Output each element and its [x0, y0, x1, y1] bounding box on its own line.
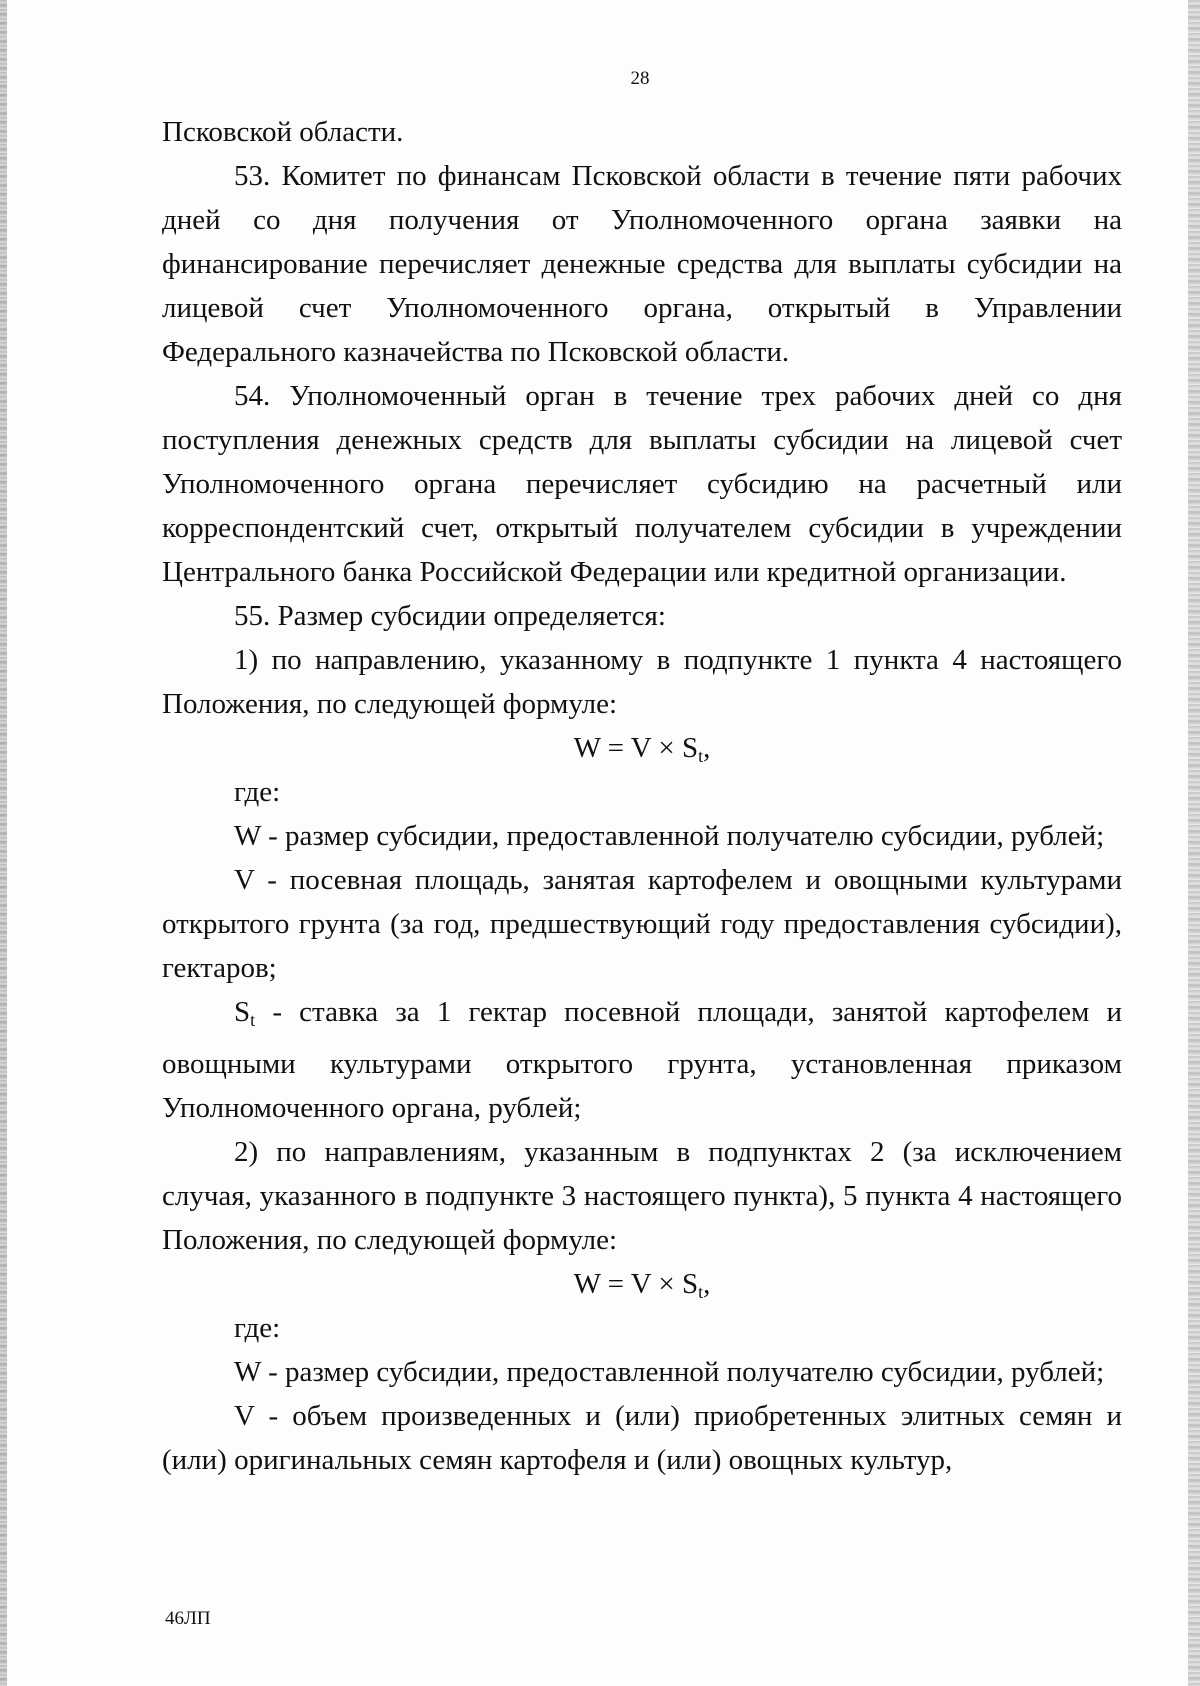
page-number: 28 — [630, 68, 650, 89]
subitem-1: 1) по направлению, указанному в подпункте 1 пункта 4 настоящего Положения, по следующей формуле: — [162, 644, 1122, 720]
formula-2-subscript: t — [698, 1282, 704, 1302]
formula-2-tail: , — [703, 1268, 711, 1300]
paragraph-53: 53. Комитет по финансам Псковской области в течение пяти рабочих дней со дня получения от Уполномоченного органа заявки на финансирование перечисляет денежные средства для выплаты субсидии на лицевой счет Уполномоченного органа, открытый в Управлении Федерального казначейства по Псковской области. — [162, 160, 1122, 368]
formula-1-tail: , — [703, 732, 711, 764]
st-symbol: S — [234, 996, 251, 1028]
definition-w-2: W - размер субсидии, предоставленной получателю субсидии, рублей; — [234, 1356, 1105, 1388]
st-description: - ставка за 1 гектар посевной площади, занятой картофелем и овощными культурами открытого грунта, установленная приказом Уполномоченного органа, рублей; — [162, 996, 1122, 1124]
scan-edge-left — [0, 0, 7, 1686]
paragraph-54: 54. Уполномоченный орган в течение трех рабочих дней со дня поступления денежных средств для выплаты субсидии на лицевой счет Уполномоченного органа перечисляет субсидию на расчетный или корреспондентский счет, открытый получателем субсидии в учреждении Центрального банка Российской Федерации или кредитной организации. — [162, 380, 1122, 588]
formula-2-main: W = V × S — [573, 1268, 699, 1300]
document-code: 46ЛП — [165, 1608, 211, 1629]
formula-1 — [162, 726, 1122, 770]
formula-2 — [162, 1262, 1122, 1306]
scan-edge-right — [1188, 0, 1200, 1686]
where-label-2: где: — [234, 1312, 281, 1344]
definition-w-1: W - размер субсидии, предоставленной получателю субсидии, рублей; — [234, 820, 1105, 852]
formula-1-main: W = V × S — [573, 732, 699, 764]
definition-v-1: V - посевная площадь, занятая картофелем и овощными культурами открытого грунта (за год, предшествующий году предоставления субсидии), гектаров; — [162, 864, 1122, 984]
where-label-1: где: — [234, 776, 281, 808]
paragraph-continuation: Псковской области. — [162, 116, 404, 148]
st-subscript: t — [250, 1010, 256, 1030]
subitem-2: 2) по направлениям, указанным в подпунктах 2 (за исключением случая, указанного в подпункте 3 настоящего пункта), 5 пункта 4 настоящего Положения, по следующей формуле: — [162, 1136, 1122, 1256]
definition-st — [162, 990, 1122, 1130]
formula-1-subscript: t — [698, 746, 704, 766]
body-text — [162, 110, 1122, 1482]
definition-v-2: V - объем произведенных и (или) приобретенных элитных семян и (или) оригинальных семян картофеля и (или) овощных культур, — [162, 1400, 1122, 1476]
paragraph-55: 55. Размер субсидии определяется: — [234, 600, 666, 632]
